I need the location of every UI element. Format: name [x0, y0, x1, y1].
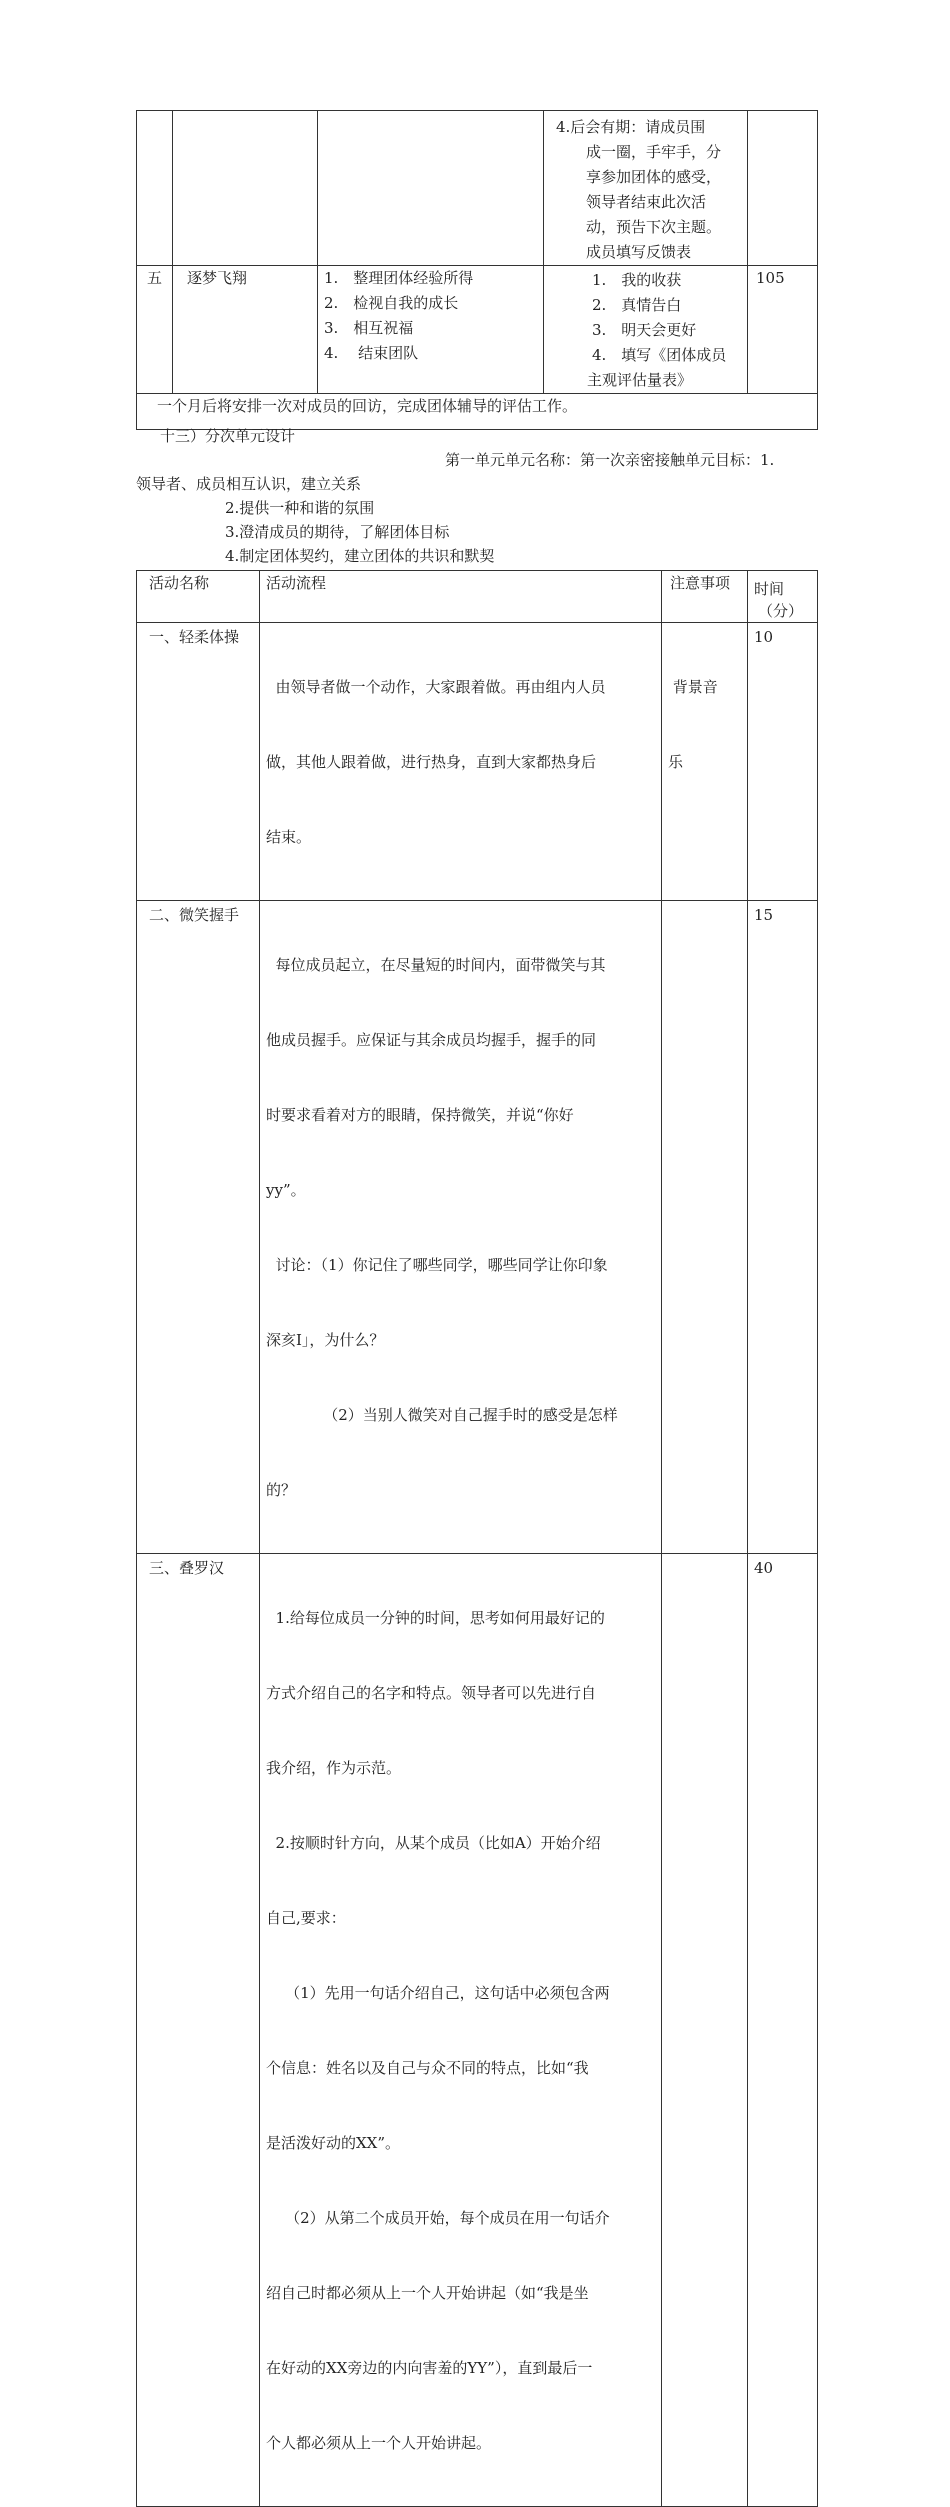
time-cell: [748, 901, 818, 1554]
unit-name-cell: [173, 111, 318, 266]
activity-name-cell: [137, 901, 260, 1554]
unit-activities-cell: [544, 111, 748, 266]
activity-line: 3. 明天会更好: [592, 321, 697, 339]
activity-line: 4.后会有期：请成员围: [556, 118, 706, 136]
activity-name: 二、微笑握手: [149, 906, 240, 924]
unit-intro-line2: 领导者、成员相互认识，建立关系: [136, 475, 362, 493]
activity-time: 40: [754, 1559, 774, 1577]
table-row: [137, 623, 818, 901]
activity-line: 4. 填写《团体成员: [592, 346, 727, 364]
goal-line: 4. 结束团队: [324, 344, 419, 362]
unit-goal-2: 2.提供一种和谐的氛围: [225, 499, 375, 517]
unit-number-cell: [137, 266, 173, 394]
section-title: 十三）分次单元设计: [160, 427, 296, 445]
unit-number: 五: [146, 269, 162, 287]
unit-time-cell: [748, 111, 818, 266]
unit-goal-4: 4.制定团体契约，建立团体的共识和默契: [225, 547, 495, 565]
activity-name: 一、轻柔体操: [149, 628, 240, 646]
activity-line: 成员填写反馈表: [586, 243, 692, 261]
unit-time-cell: [748, 266, 818, 394]
table-row: [137, 266, 818, 394]
goal-line: 3. 相互祝福: [324, 319, 414, 337]
header-notes: 注意事项: [662, 571, 748, 623]
activity-name: 三、叠罗汉: [149, 1559, 225, 1577]
unit-name-cell: [173, 266, 318, 394]
unit-goals-cell: [318, 111, 544, 266]
unit-intro-line1: 第一单元单元名称：第一次亲密接触单元目标：1.: [445, 451, 775, 469]
unit-number-cell: [137, 111, 173, 266]
activity-time: 15: [754, 906, 774, 924]
activity-line: 享参加团体的感受，: [586, 168, 722, 186]
notes-cell: 背景音 乐: [662, 623, 748, 901]
notes-cell: [662, 901, 748, 1554]
activity-time: 10: [754, 628, 774, 646]
overview-table: [136, 110, 818, 430]
activity-name-cell: [137, 623, 260, 901]
activity-line: 1. 我的收获: [592, 271, 682, 289]
table-row: [137, 1554, 818, 2507]
activity-name-cell: [137, 1554, 260, 2507]
goal-line: 1. 整理团体经验所得: [324, 269, 474, 287]
time-cell: [748, 1554, 818, 2507]
header-time: 时间 （分）: [748, 571, 818, 623]
activity-line: 动，预告下次主题。: [586, 218, 722, 236]
unit-time: 105: [756, 269, 785, 287]
followup-text: 一个月后将安排一次对成员的回访，完成团体辅导的评估工作。: [157, 397, 578, 415]
goal-line: 2. 检视自我的成长: [324, 294, 459, 312]
activity-line: 领导者结束此次活: [586, 193, 707, 211]
unit-goals-cell: [318, 266, 544, 394]
activity-process-cell: 每位成员起立，在尽量短的时间内，面带微笑与其 他成员握手。应保证与其余成员均握手，握手的同 时要求看着对方的眼睛，保持微笑，并说“你好 yy”。 讨论：（1）你记住了哪些同学，哪些同学让你印象 深亥I」，为什么？ （2）当别人微笑对自己握手时的感受是怎样 的？: [260, 901, 662, 1554]
activity-line: 成一圈，手牢手，分: [586, 143, 722, 161]
activity-process-cell: 由领导者做一个动作，大家跟着做。再由组内人员 做，其他人跟着做，进行热身，直到大家都热身后 结束。: [260, 623, 662, 901]
table-row: [137, 111, 818, 266]
time-cell: [748, 623, 818, 901]
table-header-row: [137, 571, 818, 623]
unit-activity-table: [136, 570, 818, 2507]
activity-line: 2. 真情告白: [592, 296, 682, 314]
header-activity-process: 活动流程: [260, 571, 662, 623]
notes-cell: [662, 1554, 748, 2507]
unit-activities-cell: [544, 266, 748, 394]
activity-line: 主观评估量表》: [587, 371, 693, 389]
table-row: [137, 901, 818, 1554]
unit-name: 逐梦飞翔: [187, 269, 248, 287]
unit-goal-3: 3.澄清成员的期待，了解团体目标: [225, 523, 450, 541]
header-activity-name: 活动名称: [137, 571, 260, 623]
activity-process-cell: 1.给每位成员一分钟的时间，思考如何用最好记的 方式介绍自己的名字和特点。领导者可以先进行自 我介绍，作为示范。 2.按顺时针方向，从某个成员（比如A）开始介绍 自己,要求： （1）先用一句话介绍自己，这句话中必须包含两 个信息：姓名以及自己与众不同的特点，比如“我 是活泼好动的XX”。 （2）从第二个成员开始，每个成员在用一句话介 绍自己时都必须从上一个人开始讲起（如“我是坐 在好动的XX旁边的内向害羞的YY”），直到最后一 个人都必须从上一个人开始讲起。: [260, 1554, 662, 2507]
